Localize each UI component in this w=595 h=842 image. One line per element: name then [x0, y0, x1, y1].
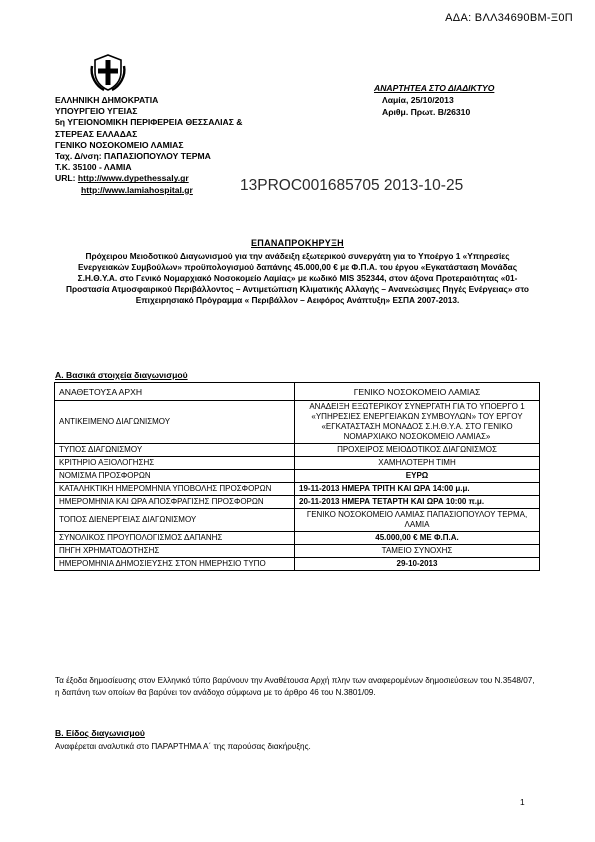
protocol-number: Αριθμ. Πρωτ. Β/26310 [382, 107, 471, 117]
publication-costs-note: Τα έξοδα δημοσίευσης στον Ελληνικό τύπο βαρύνουν την Αναθέτουσα Αρχή πλην των αναφερομένων δημοσιεύσεων του Ν.3548/07, η δαπάνη των οποίων θα βαρύνει τον ανάδοχο σύμφωνα με το άρθρο 46 του Ν.3801/09. [55, 676, 535, 697]
url-label: URL: [55, 173, 76, 184]
table-key: ΝΟΜΙΣΜΑ ΠΡΟΣΦΟΡΩΝ [55, 470, 295, 483]
table-row [55, 532, 540, 545]
table-value: ΕΥΡΩ [295, 470, 540, 483]
table-key: ΠΗΓΗ ΧΡΗΜΑΤΟΔΟΤΗΣΗΣ [55, 545, 295, 558]
issuer-line: ΥΠΟΥΡΓΕΙΟ ΥΓΕΙΑΣ [55, 106, 138, 117]
table-key: ΗΜΕΡΟΜΗΝΙΑ ΚΑΙ ΩΡΑ ΑΠΟΣΦΡΑΓΙΣΗΣ ΠΡΟΣΦΟΡΩΝ [55, 496, 295, 509]
table-value: ΠΡΟΧΕΙΡΟΣ ΜΕΙΟΔΟΤΙΚΟΣ ΔΙΑΓΩΝΙΣΜΟΣ [295, 444, 540, 457]
table-row [55, 457, 540, 470]
tender-info-table [54, 382, 540, 571]
section-a-heading: Α. Βασικά στοιχεία διαγωνισμού [55, 370, 188, 380]
table-row [55, 545, 540, 558]
dypethessaly-link[interactable]: http://www.dypethessaly.gr [77, 173, 189, 184]
ada-code: ΑΔΑ: ΒΛΛ34690ΒΜ-Ξ0Π [445, 12, 573, 24]
document-date: Λαμία, 25/10/2013 [382, 95, 454, 105]
issuer-line: Τ.Κ. 35100 - ΛΑΜΙΑ [55, 162, 132, 173]
announcement-text: Πρόχειρου Μειοδοτικού Διαγωνισμού για την ανάδειξη εξωτερικού συνεργάτη για το Υποέργο 1 «Υπηρεσίες Ενεργειακών Συμβούλων» προϋπολογισμού δαπάνης 45.000,00 € με Φ.Π.Α. του έργου «Εγκατάσταση Μονάδας Σ.Η.Θ.Υ.Α. στο Γενικό Νομαρχιακό Νοσοκομείο Λαμίας» με κωδικό MIS 352344, στον άξονα Προτεραιότητας «01-Προστασία Ατμοσφαιρικού Περιβάλλοντος – Αντιμετώπιση Κλιματικής Αλλαγής – Ανανεώσιμες Πηγές Ενέργειας» στο Επιχειρησιακό Πρόγραμμα « Περιβάλλον – Αειφόρος Ανάπτυξη» ΕΣΠΑ 2007-2013. [65, 251, 530, 305]
table-row [55, 383, 540, 401]
table-row [55, 483, 540, 496]
table-value: ΓΕΝΙΚΟ ΝΟΣΟΚΟΜΕΙΟ ΛΑΜΙΑΣ ΠΑΠΑΣΙΟΠΟΥΛΟΥ ΤΕΡΜΑ, ΛΑΜΙΑ [295, 509, 540, 532]
table-key: ΤΥΠΟΣ ΔΙΑΓΩΝΙΣΜΟΥ [55, 444, 295, 457]
greek-emblem-icon [88, 52, 128, 92]
table-row [55, 470, 540, 483]
table-value: ΑΝΑΔΕΙΞΗ ΕΞΩΤΕΡΙΚΟΥ ΣΥΝΕΡΓΑΤΗ ΓΙΑ ΤΟ ΥΠΟΕΡΓΟ 1 «ΥΠΗΡΕΣΙΕΣ ΕΝΕΡΓΕΙΑΚΩΝ ΣΥΜΒΟΥΛΩΝ» ΤΟΥ ΕΡΓΟΥ «ΕΓΚΑΤΑΣΤΑΣΗ ΜΟΝΑΔΟΣ Σ.Η.Θ.Υ.Α. ΣΤΟ ΓΕΝΙΚΟ ΝΟΜΑΡΧΙΑΚΟ ΝΟΣΟΚΟΜΕΙΟ ΛΑΜΙΑΣ» [295, 401, 540, 444]
table-value: 19-11-2013 ΗΜΕΡΑ ΤΡΙΤΗ ΚΑΙ ΩΡΑ 14:00 μ.μ. [295, 483, 540, 496]
issuer-line: ΕΛΛΗΝΙΚΗ ΔΗΜΟΚΡΑΤΙΑ [55, 95, 159, 105]
issuer-line: ΣΤΕΡΕΑΣ ΕΛΛΑΔΑΣ [55, 128, 138, 139]
issuer-header [55, 95, 243, 196]
table-row [55, 509, 540, 532]
table-row [55, 558, 540, 571]
table-value: 29-10-2013 [295, 558, 540, 571]
table-key: ΑΝΤΙΚΕΙΜΕΝΟ ΔΙΑΓΩΝΙΣΜΟΥ [55, 401, 295, 444]
table-key: ΗΜΕΡΟΜΗΝΙΑ ΔΗΜΟΣΙΕΥΣΗΣ ΣΤΟΝ ΗΜΕΡΗΣΙΟ ΤΥΠΟ [55, 558, 295, 571]
table-key: ΑΝΑΘΕΤΟΥΣΑ ΑΡΧΗ [55, 383, 295, 401]
table-key: ΚΑΤΑΛΗΚΤΙΚΗ ΗΜΕΡΟΜΗΝΙΑ ΥΠΟΒΟΛΗΣ ΠΡΟΣΦΟΡΩΝ [55, 483, 295, 496]
announcement-title: ΕΠΑΝΑΠΡΟΚΗΡΥΞΗ [250, 238, 344, 248]
table-row [55, 401, 540, 444]
table-row [55, 496, 540, 509]
issuer-line: Ταχ. Δ/νση: ΠΑΠΑΣΙΟΠΟΥΛΟΥ ΤΕΡΜΑ [55, 151, 211, 162]
issuer-line: ΓΕΝΙΚΟ ΝΟΣΟΚΟΜΕΙΟ ΛΑΜΙΑΣ [55, 139, 184, 150]
table-key: ΤΟΠΟΣ ΔΙΕΝΕΡΓΕΙΑΣ ΔΙΑΓΩΝΙΣΜΟΥ [55, 509, 295, 532]
document-code: 13PROC001685705 2013-10-25 [240, 177, 464, 194]
section-b-heading: Β. Είδος διαγωνισμού [55, 728, 145, 738]
table-key: ΣΥΝΟΛΙΚΟΣ ΠΡΟΥΠΟΛΟΓΙΣΜΟΣ ΔΑΠΑΝΗΣ [55, 532, 295, 545]
lamiahospital-link[interactable]: http://www.lamiahospital.gr [81, 184, 193, 195]
table-row [55, 444, 540, 457]
section-b-text: Αναφέρεται αναλυτικά στο ΠΑΡΑΡΤΗΜΑ Α΄ της παρούσας διακήρυξης. [55, 742, 311, 751]
page-number: 1 [520, 797, 525, 807]
posting-title: ΑΝΑΡΤΗΤΕΑ ΣΤΟ ΔΙΑΔΙΚΤΥΟ [374, 83, 495, 93]
posting-header [374, 82, 494, 118]
table-value: 45.000,00 € ΜΕ Φ.Π.Α. [295, 532, 540, 545]
table-value: ΓΕΝΙΚΟ ΝΟΣΟΚΟΜΕΙΟ ΛΑΜΙΑΣ [295, 383, 540, 401]
table-value: ΤΑΜΕΙΟ ΣΥΝΟΧΗΣ [295, 545, 540, 558]
table-value: ΧΑΜΗΛΟΤΕΡΗ ΤΙΜΗ [295, 457, 540, 470]
table-key: ΚΡΙΤΗΡΙΟ ΑΞΙΟΛΟΓΗΣΗΣ [55, 457, 295, 470]
table-value: 20-11-2013 ΗΜΕΡΑ ΤΕΤΑΡΤΗ ΚΑΙ ΩΡΑ 10:00 π.μ. [295, 496, 540, 509]
issuer-line: 5η ΥΓΕΙΟΝΟΜΙΚΗ ΠΕΡΙΦΕΡΕΙΑ ΘΕΣΣΑΛΙΑΣ & [55, 117, 243, 128]
